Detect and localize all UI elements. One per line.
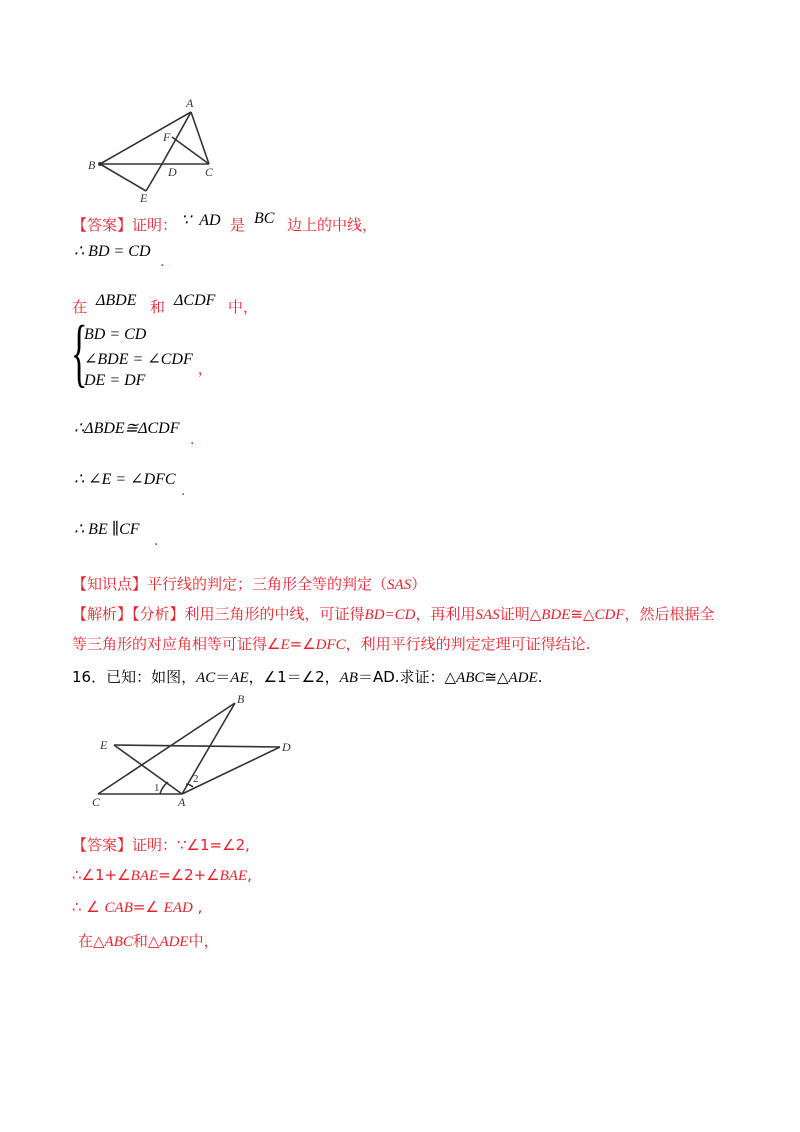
analysis-math: SAS <box>475 607 500 623</box>
system-eq-1: BD = CD <box>84 326 147 343</box>
analysis-math: DFC <box>315 637 346 653</box>
analysis-text: 等三角形的对应角相等可证得∠ <box>72 635 281 653</box>
knowledge-point <box>72 573 426 594</box>
middle-word: 中， <box>228 298 259 316</box>
problem-math: AB <box>339 670 358 686</box>
answer2-math: EAD <box>163 900 193 916</box>
answer2-text: ∴∠1+∠ <box>72 866 131 884</box>
problem-math: AE <box>230 670 249 686</box>
fig1-label-d: D <box>168 165 177 179</box>
answer2-text: ∴ ∠ <box>72 898 105 916</box>
system-comma: ， <box>198 362 212 378</box>
fig2-label-angle-2: 2 <box>193 773 199 785</box>
because-ad <box>181 210 221 230</box>
proof-intro: 证明： <box>132 216 178 234</box>
answer2-line4 <box>78 930 219 951</box>
segment-ad: AD <box>199 212 221 229</box>
analysis-math: BD=CD <box>364 607 416 623</box>
answer2-line3 <box>72 898 202 917</box>
system-eq-2: ∠BDE = ∠CDF <box>84 351 193 368</box>
line-bd-cd: ∴ BD = CD <box>74 243 151 260</box>
problem-number: 16． <box>72 668 107 686</box>
problem-text: ＝ <box>215 668 231 686</box>
analysis-tag: 【解析】【分析】 <box>72 605 185 623</box>
dot-3: . <box>181 483 186 499</box>
answer2-text: 中， <box>188 932 219 950</box>
fig1-label-c: C <box>205 165 214 179</box>
answer2-math: BAE <box>130 868 159 884</box>
answer2-text: =∠ <box>132 898 164 916</box>
answer2-proof-intro: 证明：∵∠1=∠2, <box>132 836 250 854</box>
answer2-text: , <box>192 898 203 916</box>
fig2-label-c: C <box>92 795 101 809</box>
answer-tag: 【答案】 <box>72 216 133 234</box>
knowledge-text: 平行线的判定；三角形全等的判定（ <box>147 575 388 593</box>
analysis-math: BDE <box>541 607 571 623</box>
answer2-line1 <box>72 834 250 855</box>
analysis-math: E <box>280 637 290 653</box>
answer2-line2 <box>72 866 252 885</box>
fig1-label-a: A <box>186 96 194 110</box>
answer2-math: ADE <box>159 934 189 950</box>
dot-2: . <box>190 432 195 448</box>
analysis-line2 <box>72 633 590 654</box>
answer2-math: CAB <box>104 900 133 916</box>
answer2-tag: 【答案】 <box>72 836 133 854</box>
answer2-text: 在△ <box>78 932 105 950</box>
analysis-text: ，利用平行线的判定定理可证得结论. <box>345 635 591 653</box>
fig2-label-a: A <box>178 795 186 809</box>
triangle-bde: ΔBDE <box>96 292 137 309</box>
figure-triangle-abc-1 <box>84 96 224 206</box>
answer2-text: =∠2+∠ <box>158 866 220 884</box>
knowledge-sas: SAS <box>387 577 412 593</box>
problem-text: ，∠1＝∠2， <box>248 668 340 686</box>
fig2-label-d: D <box>282 740 291 754</box>
problem-math: ADE <box>508 670 538 686</box>
knowledge-close: ） <box>411 575 427 593</box>
analysis-text: ，然后根据全 <box>624 605 715 623</box>
problem-text: . <box>537 668 543 686</box>
analysis-line1 <box>72 603 715 624</box>
line-congruent: ∴ΔBDE≅ΔCDF <box>74 420 180 437</box>
fig1-label-b: B <box>88 158 96 172</box>
dot-4: . <box>154 533 159 549</box>
knowledge-tag: 【知识点】 <box>72 575 148 593</box>
is-word: 是 <box>230 216 246 234</box>
median-text: 边上的中线， <box>287 216 378 234</box>
analysis-text: ≅△ <box>570 605 595 623</box>
problem-text: ≅△ <box>484 668 509 686</box>
analysis-text: ，再利用 <box>415 605 476 623</box>
dot-1: . <box>160 254 165 270</box>
because-symbol: ∵ <box>181 212 192 229</box>
line-parallel: ∴ BE ∥CF <box>74 521 140 538</box>
fig1-label-f: F <box>163 130 171 144</box>
system-brace: { <box>71 311 88 395</box>
problem-math: ABC <box>456 670 485 686</box>
in-word: 在 <box>72 298 88 316</box>
triangle-cdf: ΔCDF <box>174 292 216 309</box>
line-angle-e: ∴ ∠E = ∠DFC <box>74 471 176 488</box>
and-word: 和 <box>150 298 166 316</box>
answer2-text: , <box>247 866 252 884</box>
analysis-math: CDF <box>594 607 625 623</box>
answer2-math: ABC <box>104 934 133 950</box>
answer2-math: BAE <box>219 868 248 884</box>
problem-text: 已知：如图， <box>106 668 197 686</box>
problem-16 <box>72 666 542 687</box>
problem-text: ＝A <box>357 668 384 686</box>
fig1-label-e: E <box>140 191 148 205</box>
answer1-line1 <box>72 214 177 235</box>
fig2-label-angle-1: 1 <box>154 782 160 794</box>
answer2-text: 和△ <box>132 932 160 950</box>
analysis-text: =∠ <box>289 635 316 653</box>
analysis-text: 利用三角形的中线，可证得 <box>184 605 365 623</box>
problem-text: D.求证：△ <box>383 668 457 686</box>
fig2-label-e: E <box>100 738 108 752</box>
analysis-text: 证明△ <box>499 605 542 623</box>
figure-triangles-abc-ade <box>90 690 300 810</box>
segment-bc: BC <box>254 210 275 227</box>
fig2-label-b: B <box>237 692 245 706</box>
problem-math: AC <box>196 670 216 686</box>
system-eq-3: DE = DF <box>84 372 146 389</box>
